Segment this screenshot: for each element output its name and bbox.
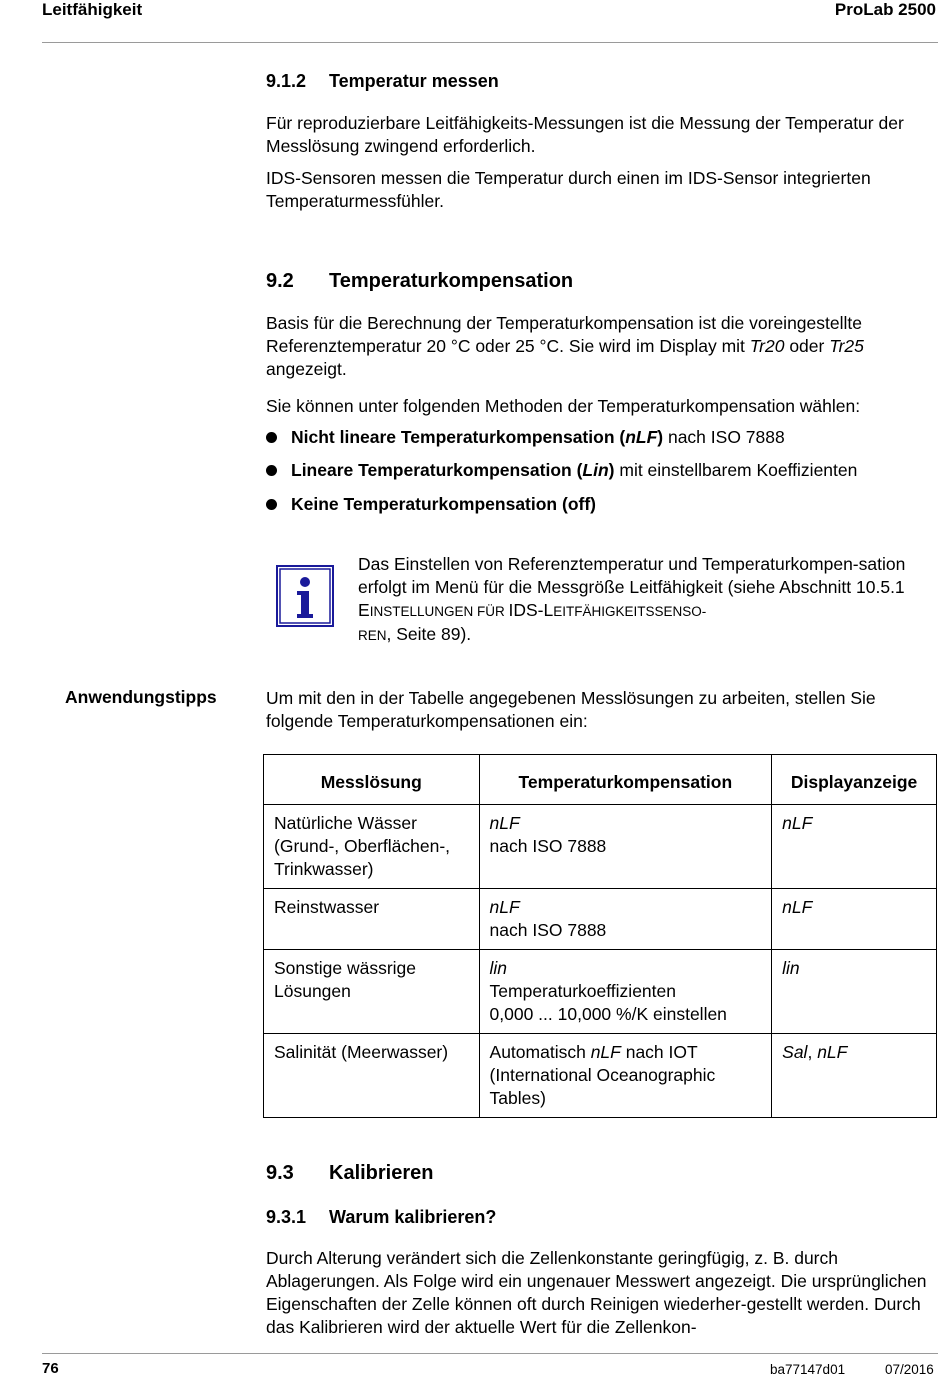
cell-solution: Reinstwasser: [264, 889, 480, 950]
table-row: [264, 1034, 937, 1118]
bullet-icon: [266, 432, 277, 443]
running-header-section: Leitfähigkeit: [42, 0, 143, 19]
paragraph-temp-measure-1: Für reproduzierbare Leitfähigkeits-Messungen ist die Messung der Temperatur der Messlösung zwingend erforderlich.: [266, 113, 904, 156]
footer-rule: [42, 1353, 938, 1354]
compensation-table: [263, 754, 937, 1118]
document-number: ba77147d01: [770, 1362, 846, 1377]
cell-solution: Natürliche Wässer (Grund-, Oberflächen-, Trinkwasser): [264, 805, 480, 889]
heading-9-1-2: 9.1.2 Temperatur messen: [266, 71, 499, 91]
list-item: Lineare Temperaturkompensation (Lin) mit einstellbarem Koeffizienten: [266, 459, 857, 482]
cell-solution: Sonstige wässrige Lösungen: [264, 950, 480, 1034]
cell-display: nLF: [772, 805, 937, 889]
cell-display: nLF: [772, 889, 937, 950]
cell-compensation: Automatisch nLF nach IOT (International Oceanographic Tables): [479, 1034, 772, 1118]
list-item: Keine Temperaturkompensation (off): [266, 493, 596, 516]
cell-compensation: nLF nach ISO 7888: [479, 805, 772, 889]
side-label-tips: Anwendungstipps: [65, 687, 217, 707]
table-row: [264, 950, 937, 1034]
header-rule: [42, 42, 938, 43]
list-item: Nicht lineare Temperaturkompensation (nLF) nach ISO 7888: [266, 426, 785, 449]
document-date: 07/2016: [885, 1362, 934, 1377]
cell-display: lin: [772, 950, 937, 1034]
info-icon: [276, 565, 334, 627]
table-header-row: [264, 755, 937, 805]
paragraph-compensation-basis: Basis für die Berechnung der Temperaturkompensation ist die voreingestellte Referenztemperatur 20 °C oder 25 °C. Sie wird im Display mit Tr20 oder Tr25 angezeigt.: [266, 313, 864, 379]
cell-solution: Salinität (Meerwasser): [264, 1034, 480, 1118]
bullet-icon: [266, 499, 277, 510]
paragraph-methods-intro: Sie können unter folgenden Methoden der Temperaturkompensation wählen:: [266, 396, 861, 416]
paragraph-why-calibrate: Durch Alterung verändert sich die Zellenkonstante geringfügig, z. B. durch Ablagerungen. Als Folge wird ein ungenauer Messwert angezeigt. Die ursprünglichen Eigenschaften der Zelle können oft durch Reinigen wiederher-gestellt werden. Durch das Kalibrieren wird der aktuelle Wert für die Zellenkon-: [266, 1248, 927, 1337]
table-row: [264, 805, 937, 889]
paragraph-tips-intro: Um mit den in der Tabelle angegebenen Messlösungen zu arbeiten, stellen Sie folgende Temperaturkompensationen ein:: [266, 688, 876, 731]
page-number: 76: [42, 1360, 59, 1377]
column-header-solution: Messlösung: [264, 755, 480, 805]
cell-compensation: lin Temperaturkoeffizienten 0,000 ... 10,000 %/K einstellen: [479, 950, 772, 1034]
column-header-display: Displayanzeige: [772, 755, 937, 805]
cell-compensation: nLF nach ISO 7888: [479, 889, 772, 950]
running-header-product: ProLab 2500: [834, 0, 936, 19]
heading-9-3: 9.3 Kalibrieren: [266, 1162, 434, 1184]
table-row: [264, 889, 937, 950]
heading-9-3-1: 9.3.1 Warum kalibrieren?: [266, 1207, 497, 1227]
bullet-icon: [266, 465, 277, 476]
cell-display: Sal, nLF: [772, 1034, 937, 1118]
column-header-compensation: Temperaturkompensation: [479, 755, 772, 805]
paragraph-temp-measure-2: IDS-Sensoren messen die Temperatur durch einen im IDS-Sensor integrierten Temperaturmessfühler.: [266, 168, 871, 211]
info-note: Das Einstellen von Referenztemperatur und Temperaturkompen-sation erfolgt im Menü für die Messgröße Leitfähigkeit (siehe Abschnitt 10.5.1 EINSTELLUNGEN FÜR IDS-LEITFÄHIGKEITSSENSO- REN, Seite 89).: [358, 554, 906, 644]
heading-9-2: 9.2 Temperaturkompensation: [266, 270, 574, 292]
